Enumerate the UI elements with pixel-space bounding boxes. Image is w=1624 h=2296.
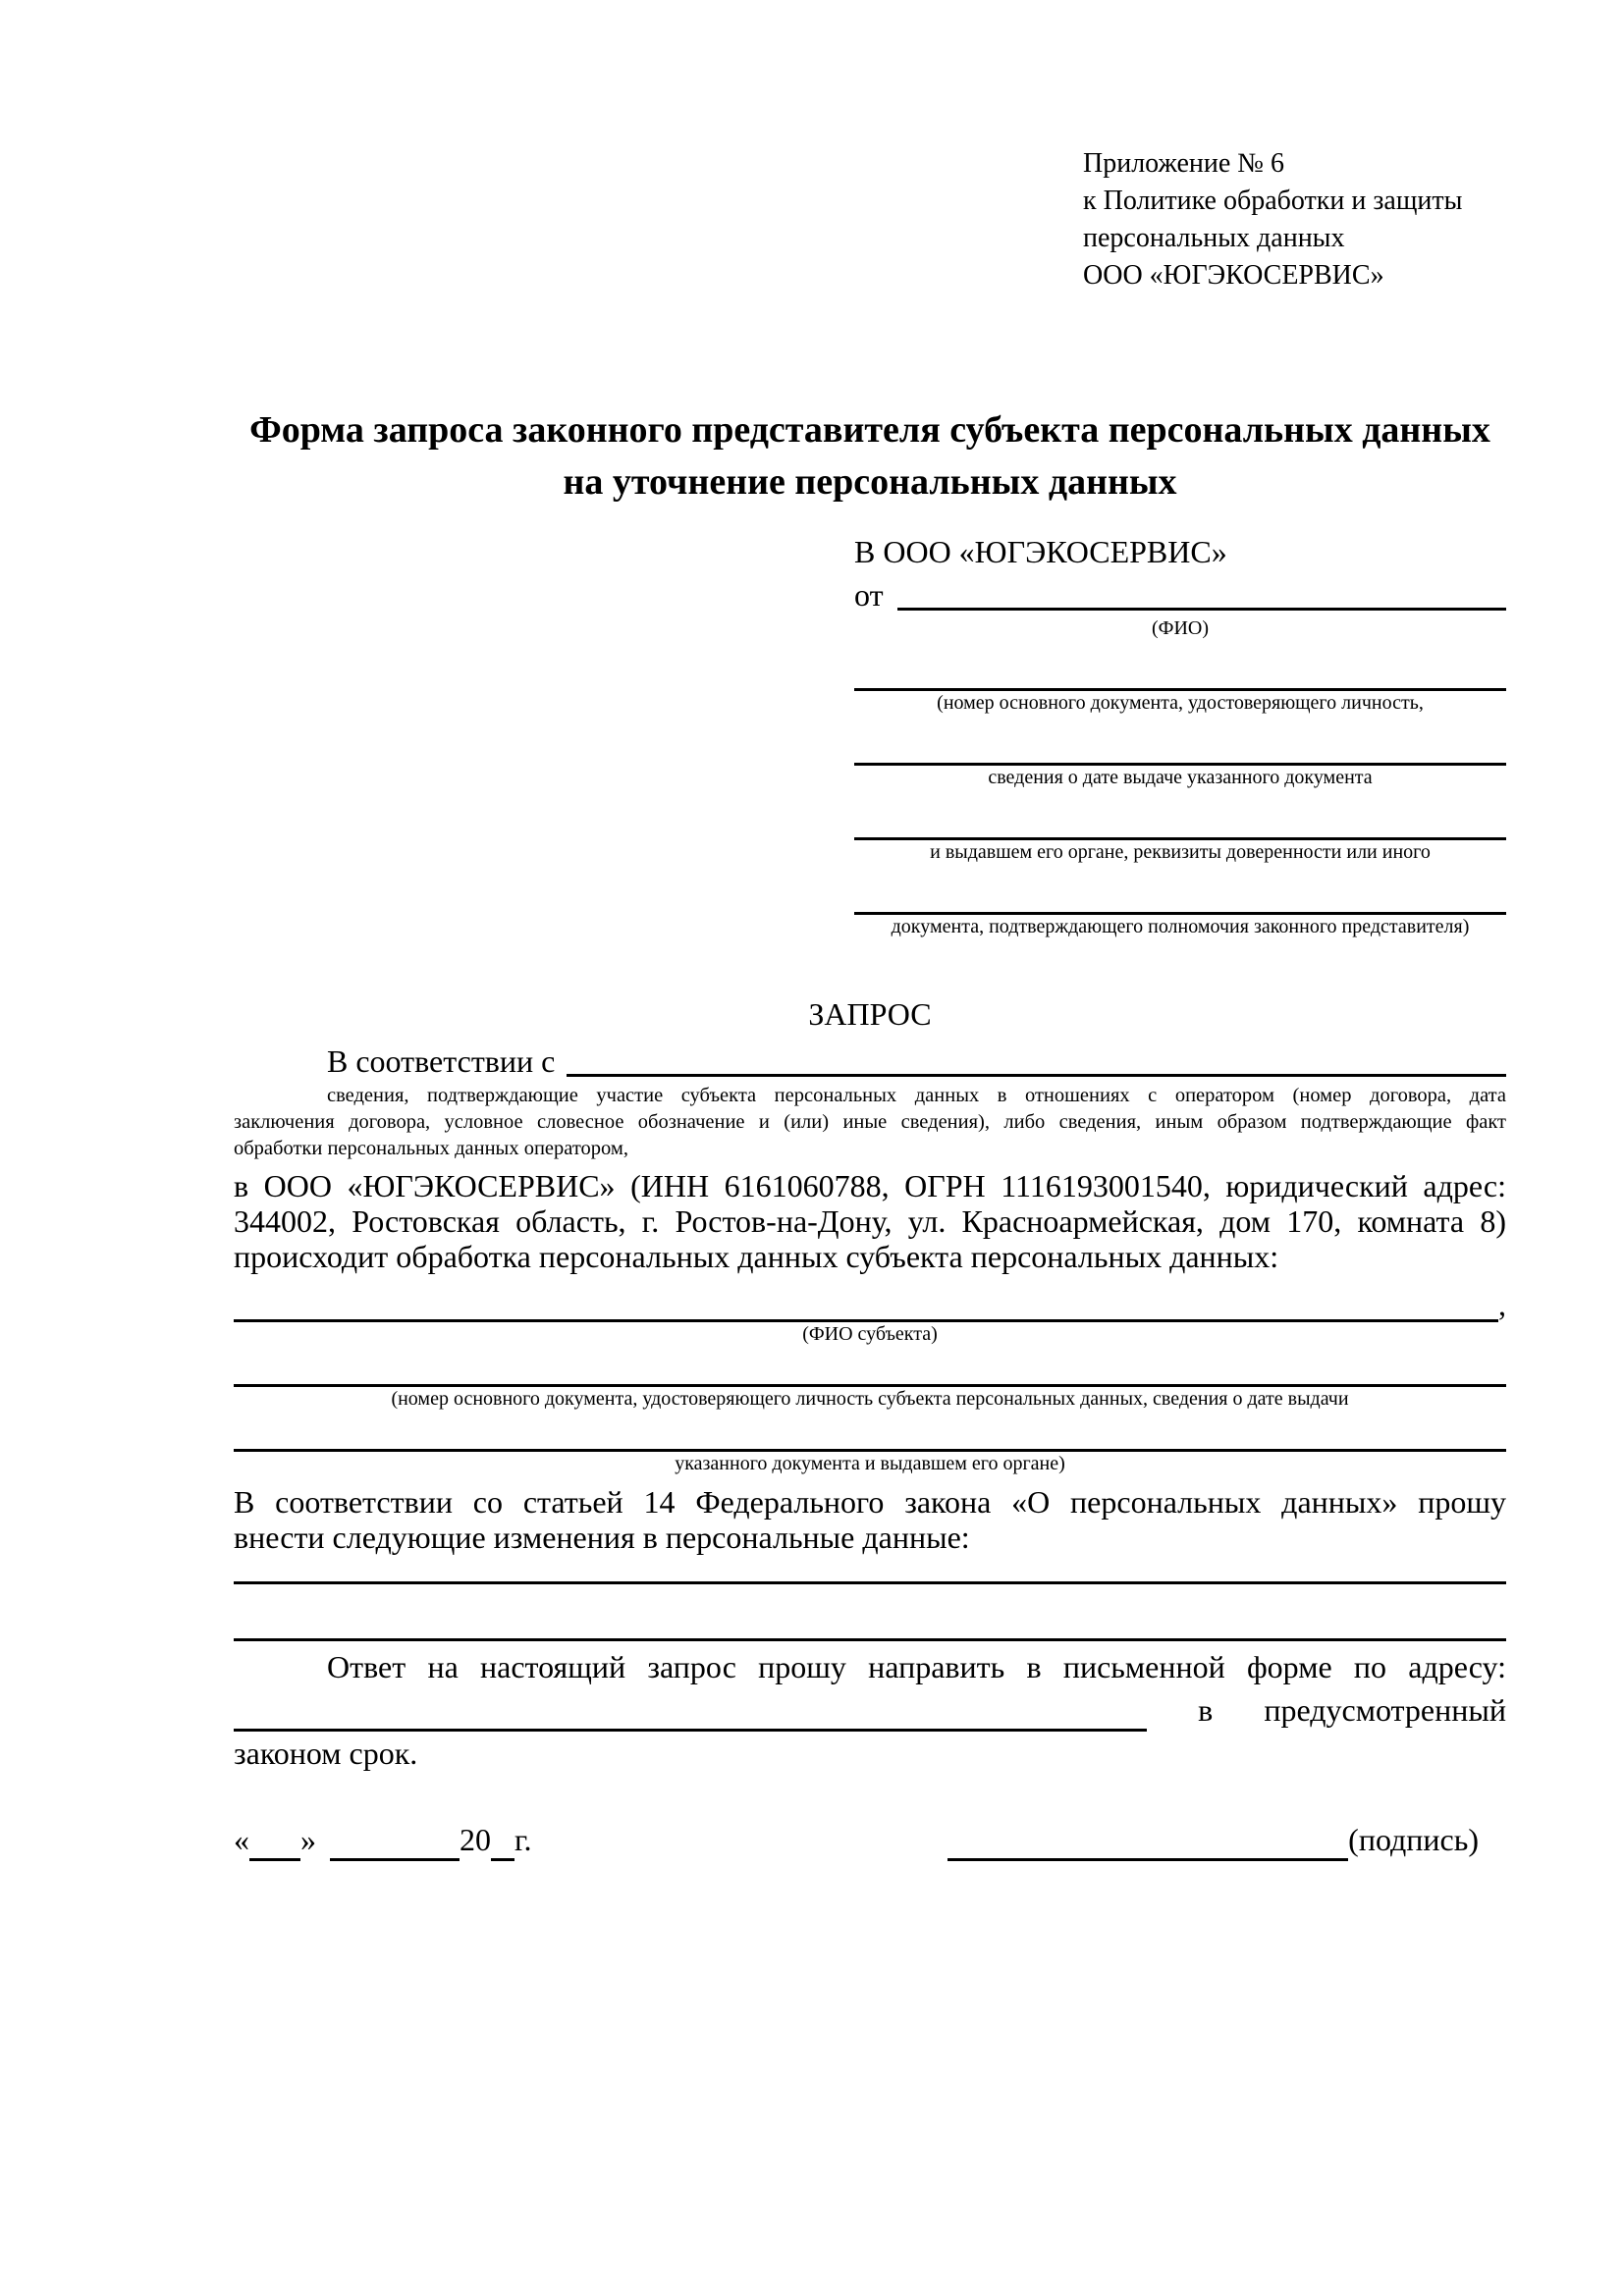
addressee-block xyxy=(854,530,1506,939)
from-row xyxy=(854,573,1506,616)
appendix-header-line: Приложение № 6 xyxy=(1083,148,1284,179)
appendix-header-block xyxy=(1083,145,1506,294)
basis-blank-line xyxy=(567,1040,1506,1077)
representative-doc-caption: документа, подтверждающего полномочия законного представителя) xyxy=(891,916,1470,937)
form-title-line: на уточнение персональных данных xyxy=(563,461,1177,503)
date-year-blank xyxy=(491,1825,514,1861)
answer-paragraph-line: Ответ на настоящий запрос прошу направить в письменной форме по адресу: xyxy=(327,1649,1506,1684)
fio-caption: (ФИО) xyxy=(1151,617,1209,639)
date-signature-row xyxy=(234,1818,1506,1861)
date-quote-close: » xyxy=(300,1822,316,1857)
addressee-org: В ООО «ЮГЭКОСЕРВИС» xyxy=(854,534,1227,569)
signature-group xyxy=(947,1818,1479,1861)
representative-doc-caption: сведения о дате выдаче указанного документа xyxy=(988,767,1373,788)
basis-note-paragraph xyxy=(234,1083,1506,1162)
date-year-prefix: 20 xyxy=(460,1822,491,1857)
operator-paragraph xyxy=(234,1168,1506,1274)
address-blank-line xyxy=(234,1691,1147,1732)
basis-note-line: сведения, подтверждающие участие субъекта персональных данных в отношениях с оператором (номер договора, дата xyxy=(327,1085,1506,1106)
basis-note-line: заключения договора, условное словесное обозначение и (или) иные сведения), либо сведения, иным образом подтверждающие факт xyxy=(234,1111,1506,1133)
operator-paragraph-line: в ООО «ЮГЭКОСЕРВИС» (ИНН 6161060788, ОГРН 1116193001540, юридический адрес: xyxy=(234,1168,1506,1203)
intro-row xyxy=(234,1040,1506,1083)
from-label: от xyxy=(854,577,884,613)
top-margin xyxy=(234,0,1506,145)
changes-blank-line xyxy=(234,1555,1506,1584)
appendix-header-line: к Политике обработки и защиты xyxy=(1083,186,1463,216)
date-group xyxy=(234,1818,532,1861)
operator-paragraph-line: 344002, Ростовская область, г. Ростов-на-Дону, ул. Красноармейская, дом 170, комната 8) xyxy=(234,1203,1506,1239)
subject-fio-row xyxy=(234,1286,1506,1322)
date-year-suffix: г. xyxy=(514,1822,532,1857)
representative-doc-blank-line xyxy=(854,790,1506,840)
article-paragraph-line: внести следующие изменения в персональные данные: xyxy=(234,1520,970,1555)
date-day-blank xyxy=(249,1825,300,1861)
answer-in-word: в xyxy=(1198,1692,1214,1728)
intro-label: В соответствии с xyxy=(327,1043,556,1079)
answer-address-row xyxy=(234,1688,1506,1732)
representative-doc-caption: (номер основного документа, удостоверяющего личность, xyxy=(937,692,1424,714)
subject-fio-blank-line xyxy=(234,1286,1498,1322)
answer-tail-word: предусмотренный xyxy=(1264,1692,1506,1728)
subject-doc-blank-line xyxy=(234,1347,1506,1387)
operator-paragraph-line: происходит обработка персональных данных субъекта персональных данных: xyxy=(234,1239,1279,1274)
representative-doc-blank-line xyxy=(854,865,1506,915)
form-title xyxy=(234,404,1506,508)
signature-caption: (подпись) xyxy=(1348,1822,1479,1857)
representative-name-blank-line xyxy=(897,573,1506,611)
basis-note-line: обработки персональных данных оператором, xyxy=(234,1138,628,1159)
appendix-header-line: персональных данных xyxy=(1083,223,1345,253)
request-heading: ЗАПРОС xyxy=(808,996,932,1032)
page-content xyxy=(234,0,1506,1861)
form-title-line: Форма запроса законного представителя субъекта персональных данных xyxy=(249,409,1490,451)
representative-doc-caption: и выдавшем его органе, реквизиты доверенности или иного xyxy=(930,841,1431,863)
trailing-comma: , xyxy=(1498,1287,1506,1322)
subject-doc-caption: указанного документа и выдавшем его органе) xyxy=(675,1453,1065,1474)
signature-blank-line xyxy=(947,1825,1348,1861)
subject-doc-blank-line xyxy=(234,1412,1506,1452)
article-paragraph-line: В соответствии со статьей 14 Федерального закона «О персональных данных» прошу xyxy=(234,1484,1506,1520)
changes-blank-line xyxy=(234,1584,1506,1641)
representative-doc-blank-line xyxy=(854,641,1506,691)
appendix-header-line: ООО «ЮГЭКОСЕРВИС» xyxy=(1083,260,1384,291)
article-paragraph xyxy=(234,1484,1506,1555)
representative-doc-blank-line xyxy=(854,716,1506,766)
date-month-blank xyxy=(330,1825,460,1861)
date-quote-open: « xyxy=(234,1822,249,1857)
paragraph-indent xyxy=(234,1040,327,1083)
subject-doc-caption: (номер основного документа, удостоверяющего личность субъекта персональных данных, сведения о дате выдачи xyxy=(391,1388,1349,1410)
answer-paragraph-line: законом срок. xyxy=(234,1735,418,1771)
subject-fio-caption: (ФИО субъекта) xyxy=(802,1323,938,1345)
